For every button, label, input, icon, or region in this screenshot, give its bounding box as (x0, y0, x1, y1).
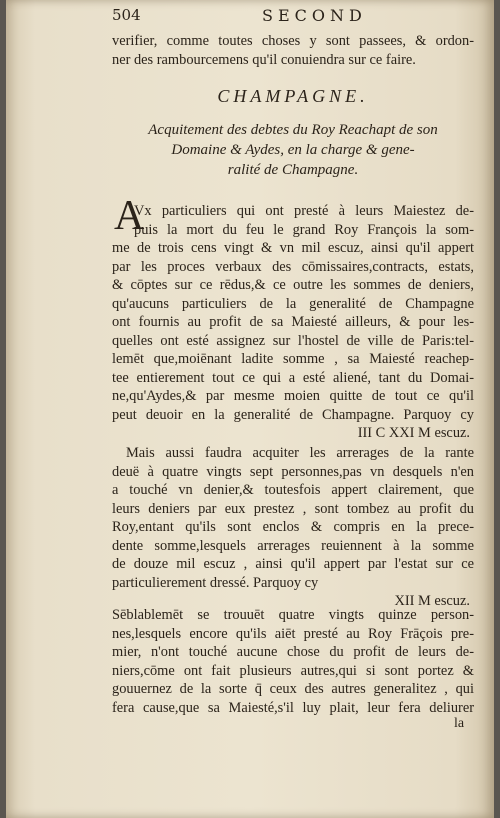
text-line: & cōptes sur ce rēdus,& ce outre les sommes de deniers, (112, 277, 474, 293)
text-line: ont fournis au profit de sa Maiesté ailleurs, & pour les- (112, 314, 474, 330)
text-line: niers,cōme ont fait plusieurs autres,qui si sont portez & (112, 662, 474, 679)
text-line: gouuernez de la sorte q̄ ceux des autres generalitez , qui (112, 681, 474, 697)
text-line: puis la mort du feu le grand Roy François la som- (134, 221, 474, 238)
text-line: dente somme,lesquels arrerages reuiennent à la somme (112, 537, 474, 554)
text-line: quelles ont esté assignez sur l'hostel de ville de Paris:tel- (112, 332, 474, 349)
text-line: particulierement dressé. Parquoy cy (112, 574, 319, 591)
text-line: deuë à quatre vingts sept personnes,pas vn desquels n'en (112, 463, 474, 480)
subtitle-line: Acquitement des debtes du Roy Reachapt de son (148, 122, 438, 138)
paragraph-1 (112, 202, 474, 443)
text-line: Sēblablemēt se trouuēt quatre vingts quinze person- (112, 607, 474, 623)
text-line: verifier, comme toutes choses y sont passees, & ordon- (112, 33, 474, 49)
text-line: leurs deniers par eux prestez , sont tombez au profit du (112, 500, 474, 517)
paragraph-2 (112, 444, 474, 611)
paragraph-3 (112, 606, 474, 717)
text-line: Roy,entant qu'ils sont enclos & compris en la prece- (112, 519, 474, 535)
text-line: par les proces verbaux des cōmissaires,contracts, estats, (112, 258, 474, 275)
page-number: 504 (112, 6, 141, 24)
section-title: CHAMPAGNE. (217, 86, 369, 106)
text-line: nes,lesquels encore qu'ils aiēt presté au Roy Frāçois pre- (112, 625, 474, 642)
section-subtitle (112, 120, 474, 180)
text-line: peut deuoir en la generalité de Champagne. Parquoy cy (112, 406, 474, 423)
sum-line: XII M escuz. (394, 593, 470, 609)
text-line: Mais aussi faudra acquiter les arrerages de la rante (126, 445, 474, 461)
running-head: SECOND (262, 6, 367, 25)
text-line: me de trois cens vingt & vn mil escuz, ainsi qu'il appert (112, 240, 474, 256)
text-line: qu'aucuns particuliers de la generalité de Champagne (112, 295, 474, 312)
text-line: mier, n'ont touché aucune chose du profit de leurs de- (112, 644, 474, 660)
text-line: ne,qu'Aydes,& par mesme moien quitte de tout ce qu'il (112, 388, 474, 404)
subtitle-line: ralité de Champagne. (227, 162, 359, 178)
drop-capital: A (114, 193, 145, 239)
subtitle-line: Domaine & Aydes, en la charge & gene- (171, 142, 415, 158)
text-line: lemēt que,moiēnant ladite somme , sa Maiesté reachep- (112, 351, 474, 367)
text-line: fera cause,que sa Maiesté,s'il luy plait, leur fera deliurer (112, 699, 474, 716)
text-line: ner des rambourcemens qu'il conuiendra sur ce faire. (112, 51, 416, 68)
catchword: la (454, 716, 465, 731)
sum-line: III C XXI M escuz. (357, 425, 470, 441)
text-line: Vx particuliers qui ont presté à leurs Maiestez de- (134, 203, 474, 219)
page-header (112, 6, 482, 28)
text-line: de douze mil escuz , ainsi qu'il appert par l'estat sur ce (112, 556, 474, 572)
text-line: tee entierement tout ce qui a esté aliené, tant du Domai- (112, 369, 474, 386)
intro-paragraph (112, 32, 474, 69)
text-line: a touché vn denier,& toutesfois appert clairement, que (112, 482, 474, 498)
